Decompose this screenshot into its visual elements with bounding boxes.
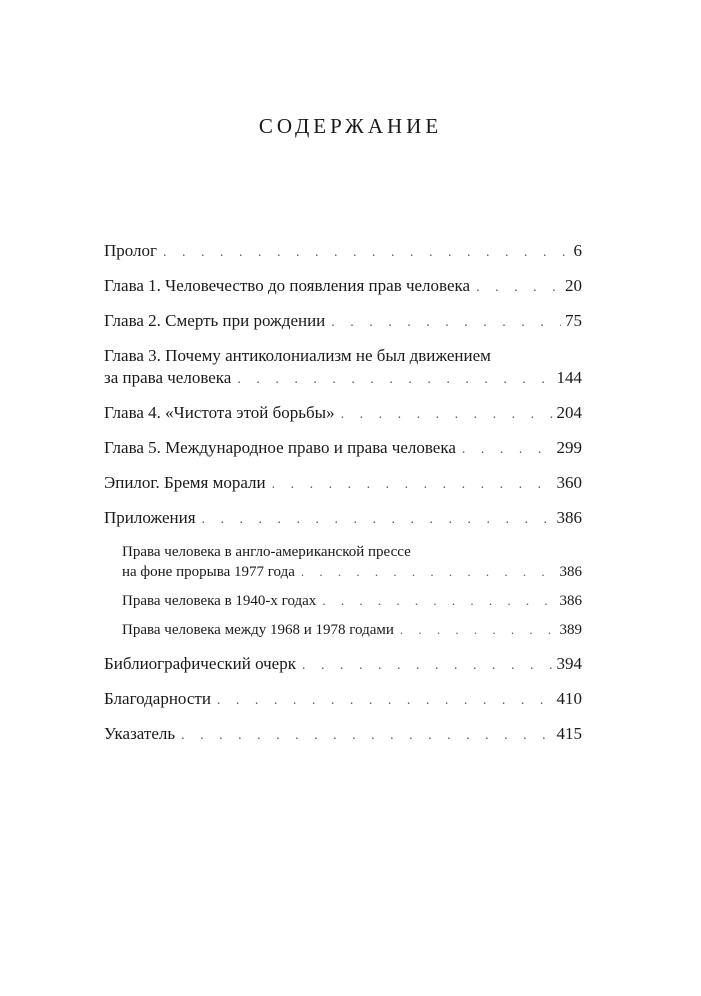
toc-page-number: 386: [559, 564, 582, 580]
toc-entry-index[interactable]: [104, 723, 582, 747]
dot-leader: [202, 509, 553, 531]
toc-subentry-1968-1978[interactable]: [122, 620, 582, 640]
toc-page-number: 6: [573, 241, 582, 260]
toc-entry-label: Благодарности: [104, 689, 211, 708]
toc-entry-label: Глава 5. Международное право и права человека: [104, 438, 456, 457]
toc-entry-bibliography[interactable]: [104, 653, 582, 677]
dot-leader: [301, 562, 556, 582]
toc-entry-epilogue[interactable]: [104, 472, 582, 496]
dot-leader: [181, 725, 552, 747]
toc-entry-label-line1: Глава 3. Почему антиколониализм не был движением: [104, 346, 491, 365]
toc-entry-label: Права человека между 1968 и 1978 годами: [122, 622, 394, 638]
toc-page-number: 386: [559, 593, 582, 609]
dot-leader: [272, 474, 553, 496]
toc-entry-label: Приложения: [104, 508, 196, 527]
dot-leader: [476, 277, 561, 299]
toc-entry-chapter-2[interactable]: [104, 310, 582, 334]
toc-entry-prologue[interactable]: [104, 240, 582, 264]
dot-leader: [331, 312, 561, 334]
toc-entry-label: Эпилог. Бремя морали: [104, 473, 266, 492]
toc-entry-label-line2: на фоне прорыва 1977 года: [122, 564, 295, 580]
toc-entry-label-line1: Права человека в англо-американской прессе: [122, 544, 411, 560]
dot-leader: [302, 655, 553, 677]
toc-entry-label: Библиографический очерк: [104, 654, 296, 673]
toc-subentry-1940s[interactable]: [122, 591, 582, 611]
toc-entry-chapter-3[interactable]: [104, 345, 582, 391]
toc-entry-label: Глава 1. Человечество до появления прав человека: [104, 276, 471, 295]
dot-leader: [341, 404, 553, 426]
table-of-contents: [104, 240, 582, 758]
dot-leader: [217, 690, 553, 712]
toc-entry-label: Глава 4. «Чистота этой борьбы»: [104, 403, 335, 422]
toc-page-number: 360: [556, 473, 582, 492]
toc-entry-label: Глава 2. Смерть при рождении: [104, 311, 326, 330]
toc-page-number: 75: [565, 311, 582, 330]
dot-leader: [163, 242, 569, 264]
dot-leader: [322, 591, 555, 611]
toc-entry-chapter-5[interactable]: [104, 437, 582, 461]
dot-leader: [400, 620, 556, 640]
dot-leader: [237, 369, 552, 391]
toc-page-number: 415: [556, 724, 582, 743]
dot-leader: [462, 439, 553, 461]
toc-page-number: 299: [556, 438, 582, 457]
toc-page-number: 389: [559, 622, 582, 638]
toc-entry-label-line2: за права человека: [104, 368, 232, 387]
toc-page-number: 386: [556, 508, 582, 527]
toc-entry-appendices[interactable]: [104, 507, 582, 531]
toc-entry-chapter-1[interactable]: [104, 275, 582, 299]
toc-page-number: 410: [556, 689, 582, 708]
toc-page-number: 20: [565, 276, 582, 295]
toc-entry-label: Пролог: [104, 241, 158, 260]
toc-page-number: 144: [556, 368, 582, 387]
toc-entry-acknowledgements[interactable]: [104, 688, 582, 712]
page-title: СОДЕРЖАНИЕ: [258, 114, 443, 138]
toc-entry-chapter-4[interactable]: [104, 402, 582, 426]
toc-page-number: 204: [556, 403, 582, 422]
toc-subentry-press[interactable]: [122, 542, 582, 582]
toc-page-number: 394: [556, 654, 582, 673]
toc-entry-label: Права человека в 1940-х годах: [122, 593, 317, 609]
toc-entry-label: Указатель: [104, 724, 176, 743]
